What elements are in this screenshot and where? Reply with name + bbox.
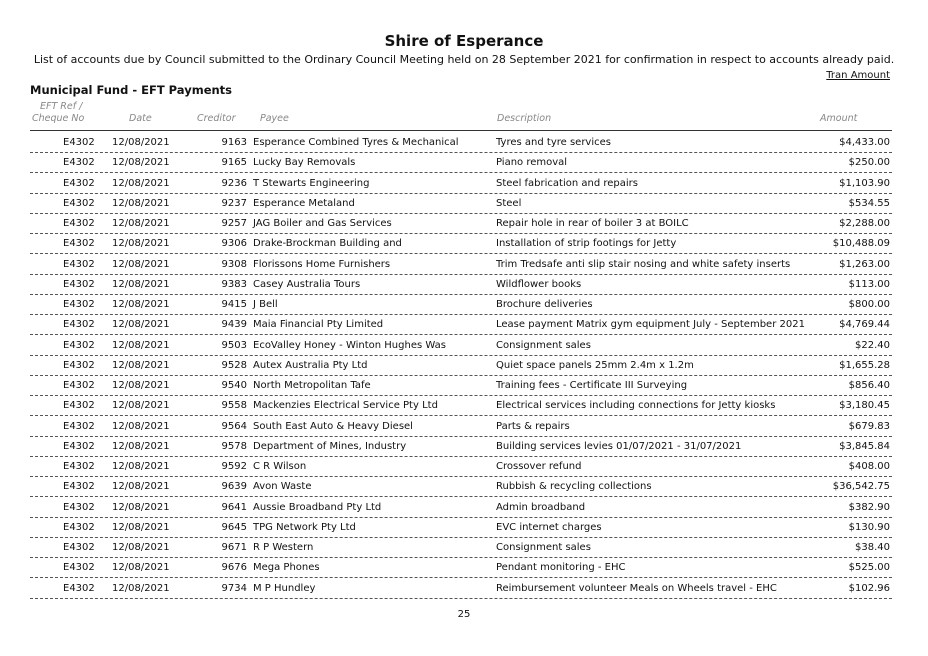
date-cell: 12/08/2021 [112,440,170,452]
description-cell: Reimbursement volunteer Meals on Wheels travel - EHC [496,582,777,594]
payee-cell: North Metropolitan Tafe [253,380,371,391]
table-row [30,517,892,538]
amount-cell: $4,433.00 [839,137,890,148]
date-cell: 12/08/2021 [112,359,170,371]
page-number: 25 [457,609,471,620]
ref-cell: E4302 [63,380,95,391]
table-row [30,497,892,518]
creditor-cell: 9308 [221,258,247,270]
creditor-cell: 9237 [221,197,247,209]
creditor-cell: 9528 [221,359,247,371]
description-cell: Wildflower books [496,278,582,290]
table-row [30,395,892,416]
amount-cell: $38.40 [855,542,890,553]
payee-cell: Esperance Combined Tyres & Mechanical [253,137,459,148]
col-header-ref-line1: EFT Ref / [40,101,83,112]
amount-cell: $856.40 [848,380,890,391]
amount-cell: $22.40 [855,339,890,351]
ref-cell: E4302 [63,420,95,432]
tran-amount-label: Tran Amount [826,70,890,81]
table-row [30,314,892,335]
description-cell: Quiet space panels 25mm 2.4m x 1.2m [496,359,694,371]
ref-cell: E4302 [63,299,95,310]
amount-cell: $1,103.90 [839,177,890,189]
payee-cell: Mega Phones [253,562,320,574]
ref-cell: E4302 [63,562,95,574]
amount-cell: $800.00 [848,299,890,310]
date-cell: 12/08/2021 [112,501,170,513]
table-row [30,294,892,315]
description-cell: Lease payment Matrix gym equipment July - September 2021 [496,319,805,331]
payee-cell: Lucky Bay Removals [253,157,356,169]
creditor-cell: 9439 [221,319,247,331]
creditor-cell: 9558 [221,400,247,412]
ref-cell: E4302 [63,177,95,189]
date-cell: 12/08/2021 [112,562,170,574]
payee-cell: Florissons Home Furnishers [253,258,391,270]
table-row [30,254,892,275]
table-row [30,476,892,497]
date-cell: 12/08/2021 [112,238,170,250]
payee-cell: Maia Financial Pty Limited [253,319,384,331]
amount-cell: $130.90 [848,521,890,533]
ref-cell: E4302 [63,461,95,472]
date-cell: 12/08/2021 [112,177,170,189]
payee-cell: Drake-Brockman Building and [253,238,402,250]
table-row [30,233,892,254]
description-cell: Consignment sales [496,542,591,553]
payee-cell: EcoValley Honey - Winton Hughes Was [253,339,446,351]
payee-cell: M P Hundley [253,582,316,594]
description-cell: Parts & repairs [496,420,570,432]
payee-cell: South East Auto & Heavy Diesel [253,420,413,432]
amount-cell: $36,542.75 [832,481,890,493]
creditor-cell: 9163 [221,137,247,148]
description-cell: Repair hole in rear of boiler 3 at BOILC [496,218,689,229]
amount-cell: $2,288.00 [839,218,890,229]
description-cell: Steel [496,197,522,209]
description-cell: Admin broadband [496,501,586,513]
payee-cell: Department of Mines, Industry [253,440,407,452]
date-cell: 12/08/2021 [112,542,170,553]
description-cell: Trim Tredsafe anti slip stair nosing and white safety inserts [496,258,791,270]
amount-cell: $113.00 [848,278,890,290]
header-divider [30,130,892,131]
ref-cell: E4302 [63,258,95,270]
table-row [30,335,892,356]
table-row [30,375,892,396]
description-cell: Brochure deliveries [496,299,593,310]
table-row [30,213,892,234]
ref-cell: E4302 [63,542,95,553]
description-cell: Consignment sales [496,339,591,351]
payee-cell: Mackenzies Electrical Service Pty Ltd [253,400,438,412]
date-cell: 12/08/2021 [112,400,170,412]
date-cell: 12/08/2021 [112,420,170,432]
date-cell: 12/08/2021 [112,278,170,290]
payee-cell: T Stewarts Engineering [253,177,370,189]
ref-cell: E4302 [63,400,95,412]
ref-cell: E4302 [63,157,95,169]
ref-cell: E4302 [63,521,95,533]
ref-cell: E4302 [63,481,95,493]
ref-cell: E4302 [63,319,95,331]
payee-cell: Casey Australia Tours [253,278,361,290]
table-row [30,537,892,558]
amount-cell: $525.00 [848,562,890,574]
payee-cell: R P Western [253,542,314,553]
amount-cell: $679.83 [848,420,890,432]
description-cell: Crossover refund [496,461,582,472]
date-cell: 12/08/2021 [112,157,170,169]
amount-cell: $408.00 [848,461,890,472]
creditor-cell: 9734 [221,582,247,594]
table-row [30,173,892,194]
table-row [30,355,892,376]
col-header-date: Date [129,113,152,124]
amount-cell: $4,769.44 [839,319,890,331]
col-header-ref-line2: Cheque No [32,113,85,124]
col-header-creditor: Creditor [197,113,236,124]
page-subtitle: List of accounts due by Council submitted to the Ordinary Council Meeting held on 28 September 2021 for confirmation in respect to accounts already paid. [33,53,895,66]
creditor-cell: 9645 [221,521,247,533]
description-cell: Installation of strip footings for Jetty [496,238,677,250]
table-row [30,416,892,437]
table-row [30,152,892,173]
creditor-cell: 9165 [221,157,247,169]
payee-cell: J Bell [253,299,278,310]
page-title: Shire of Esperance [384,32,544,50]
ref-cell: E4302 [63,359,95,371]
description-cell: Rubbish & recycling collections [496,481,652,493]
date-cell: 12/08/2021 [112,521,170,533]
description-cell: Electrical services including connections for Jetty kiosks [496,400,776,412]
creditor-cell: 9257 [221,218,247,229]
creditor-cell: 9306 [221,238,247,250]
creditor-cell: 9578 [221,440,247,452]
payee-cell: Avon Waste [253,481,312,493]
ref-cell: E4302 [63,440,95,452]
ref-cell: E4302 [63,197,95,209]
creditor-cell: 9540 [221,380,247,391]
amount-cell: $250.00 [848,157,890,169]
payee-cell: Autex Australia Pty Ltd [253,359,368,371]
date-cell: 12/08/2021 [112,481,170,493]
creditor-cell: 9236 [221,177,247,189]
amount-cell: $534.55 [848,197,890,209]
description-cell: Piano removal [496,157,568,169]
table-row [30,456,892,477]
date-cell: 12/08/2021 [112,319,170,331]
ref-cell: E4302 [63,278,95,290]
creditor-cell: 9564 [221,420,247,432]
description-cell: Steel fabrication and repairs [496,177,638,189]
amount-cell: $1,263.00 [839,258,890,270]
description-cell: Tyres and tyre services [496,137,611,148]
creditor-cell: 9641 [221,501,247,513]
creditor-cell: 9671 [221,542,247,553]
date-cell: 12/08/2021 [112,582,170,594]
description-cell: Training fees - Certificate III Surveying [496,380,688,391]
date-cell: 12/08/2021 [112,137,170,148]
date-cell: 12/08/2021 [112,380,170,391]
description-cell: Building services levies 01/07/2021 - 31/07/2021 [496,440,742,452]
amount-cell: $1,655.28 [839,359,890,371]
table-row [30,193,892,214]
table-row [30,557,892,578]
table-row [30,578,892,599]
table-row [30,436,892,457]
ref-cell: E4302 [63,238,95,250]
description-cell: EVC internet charges [496,521,602,533]
date-cell: 12/08/2021 [112,461,170,472]
payee-cell: Aussie Broadband Pty Ltd [253,501,382,513]
amount-cell: $10,488.09 [832,238,890,250]
table-row [30,132,892,153]
date-cell: 12/08/2021 [112,197,170,209]
creditor-cell: 9639 [221,481,247,493]
ref-cell: E4302 [63,339,95,351]
date-cell: 12/08/2021 [112,218,170,229]
table-row [30,274,892,295]
col-header-amount: Amount [820,113,858,124]
payee-cell: Esperance Metaland [253,197,355,209]
description-cell: Pendant monitoring - EHC [496,562,626,574]
ref-cell: E4302 [63,137,95,148]
amount-cell: $3,180.45 [839,400,890,412]
date-cell: 12/08/2021 [112,339,170,351]
creditor-cell: 9592 [221,461,247,472]
amount-cell: $382.90 [848,501,890,513]
date-cell: 12/08/2021 [112,258,170,270]
ref-cell: E4302 [63,582,95,594]
creditor-cell: 9383 [221,278,247,290]
ref-cell: E4302 [63,218,95,229]
creditor-cell: 9503 [221,339,247,351]
col-header-payee: Payee [260,113,289,124]
creditor-cell: 9676 [221,562,247,574]
ref-cell: E4302 [63,501,95,513]
amount-cell: $3,845.84 [839,440,890,452]
col-header-description: Description [497,113,552,124]
section-heading: Municipal Fund - EFT Payments [30,83,233,97]
payee-cell: TPG Network Pty Ltd [253,521,356,533]
creditor-cell: 9415 [221,299,247,310]
payee-cell: C R Wilson [253,461,307,472]
amount-cell: $102.96 [848,582,890,594]
date-cell: 12/08/2021 [112,299,170,310]
payee-cell: JAG Boiler and Gas Services [253,218,392,229]
